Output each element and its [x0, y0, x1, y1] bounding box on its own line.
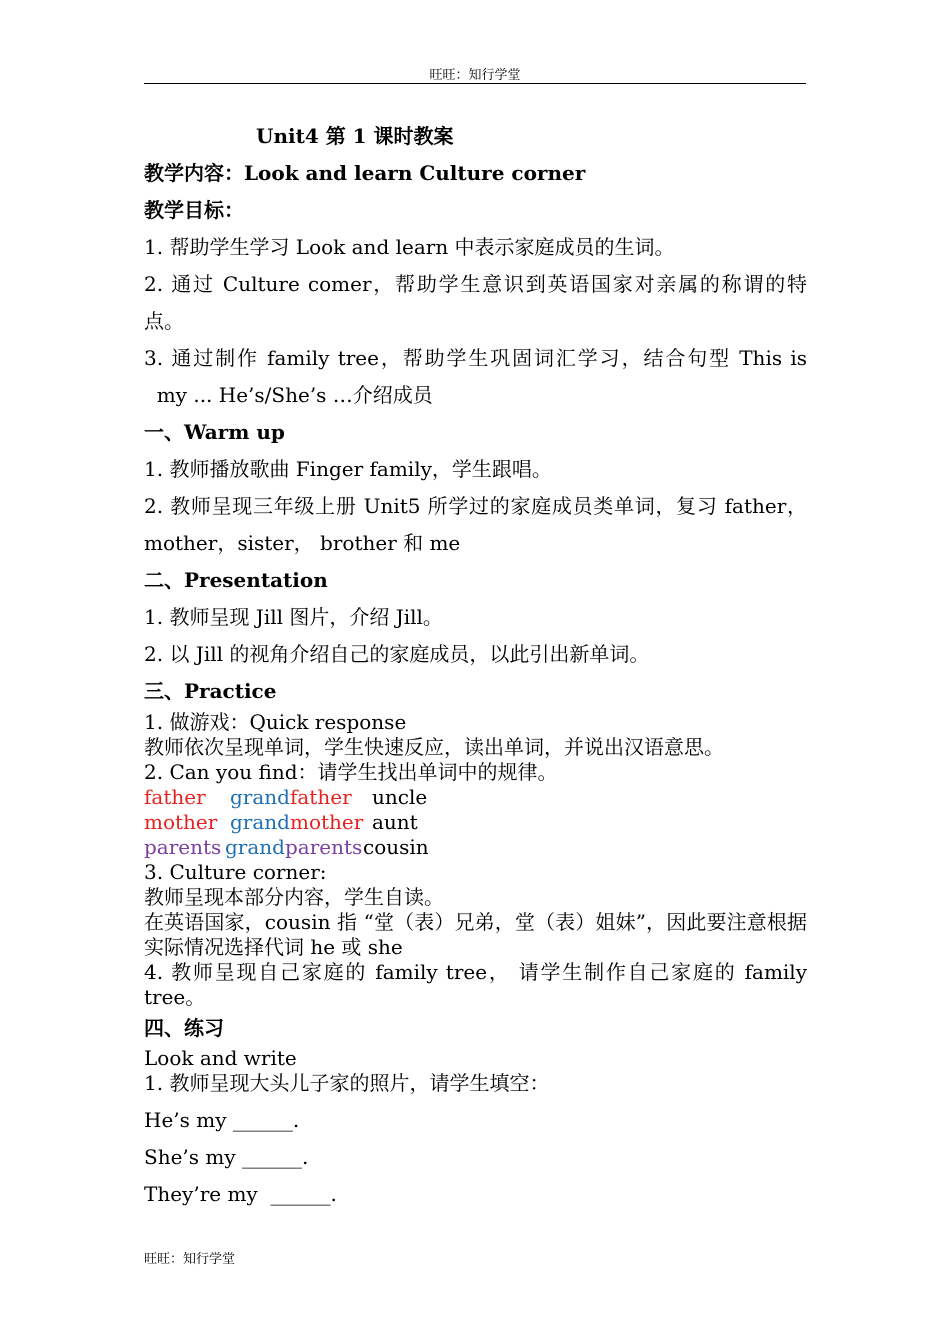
section-heading-presentation: 二、Presentation	[144, 568, 328, 592]
word-root: parents	[284, 835, 363, 859]
objectives-heading: 教学目标：	[144, 198, 244, 222]
objective-line: 3. 通过制作 family tree，帮助学生巩固词汇学习，结合句型 This is	[144, 346, 807, 370]
practice-line: 3. Culture corner:	[144, 860, 327, 884]
warmup-line: mother，sister， brother 和 me	[144, 531, 461, 555]
word-root: mother	[289, 810, 364, 834]
word-cell: cousin	[363, 835, 429, 859]
exercise-line: 1. 教师呈现大头儿子家的照片，请学生填空：	[144, 1071, 550, 1095]
word-cell: parents	[144, 835, 222, 859]
practice-line: 1. 做游戏：Quick response	[144, 710, 407, 734]
word-prefix: grand	[225, 835, 285, 859]
section-heading-practice: 三、Practice	[144, 679, 277, 703]
practice-line: 4. 教师呈现自己家庭的 family tree， 请学生制作自己家庭的 family	[144, 960, 807, 984]
word-row	[144, 785, 807, 810]
objective-line: 1. 帮助学生学习 Look and learn 中表示家庭成员的生词。	[144, 235, 675, 259]
section-heading-warmup: 一、Warm up	[144, 420, 285, 444]
warmup-line: 1. 教师播放歌曲 Finger family，学生跟唱。	[144, 457, 552, 481]
practice-line: 实际情况选择代词 he 或 she	[144, 935, 403, 959]
word-row	[144, 810, 807, 835]
warmup-line: 2. 教师呈现三年级上册 Unit5 所学过的家庭成员类单词，复习 father，	[144, 494, 807, 518]
fill-blank-line: They’re my ______.	[144, 1182, 337, 1206]
header-rule	[144, 83, 806, 84]
teaching-content: 教学内容：Look and learn Culture corner	[144, 161, 586, 185]
exercise-line: Look and write	[144, 1046, 297, 1070]
practice-block	[144, 710, 807, 1010]
practice-line: 教师依次呈现单词，学生快速反应，读出单词，并说出汉语意思。	[144, 735, 724, 759]
section-heading-exercise: 四、练习	[144, 1016, 224, 1040]
objective-line: 2. 通过 Culture comer，帮助学生意识到英语国家对亲属的称谓的特	[144, 272, 807, 296]
practice-line: 在英语国家，cousin 指 “堂（表）兄弟，堂（表）姐妹”，因此要注意根据	[144, 910, 807, 934]
page-header: 旺旺：知行学堂	[429, 68, 521, 83]
word-cell: father	[144, 785, 206, 809]
objective-line: 点。	[144, 309, 184, 333]
fill-blank-line: She’s my ______.	[144, 1145, 309, 1169]
presentation-line: 2. 以 Jill 的视角介绍自己的家庭成员，以此引出新单词。	[144, 642, 650, 666]
word-cell: mother	[144, 810, 218, 834]
practice-line: tree。	[144, 985, 206, 1009]
word-root: father	[289, 785, 352, 809]
word-cell: aunt	[372, 810, 418, 834]
word-pattern-table	[144, 785, 807, 860]
document-body	[144, 118, 807, 1213]
exercise-block	[144, 1046, 807, 1096]
word-cell: uncle	[372, 785, 428, 809]
word-prefix: grand	[230, 785, 290, 809]
fill-blank-line: He’s my ______.	[144, 1108, 300, 1132]
practice-line: 2. Can you find：请学生找出单词中的规律。	[144, 760, 558, 784]
word-prefix: grand	[230, 810, 290, 834]
word-row	[144, 835, 807, 860]
page-footer: 旺旺：知行学堂	[144, 1252, 236, 1267]
document-title: Unit4 第 1 课时教案	[256, 124, 454, 148]
practice-line: 教师呈现本部分内容，学生自读。	[144, 885, 444, 909]
presentation-line: 1. 教师呈现 Jill 图片，介绍 Jill。	[144, 605, 443, 629]
objective-line: my ... He’s/She’s …介绍成员	[144, 383, 433, 407]
